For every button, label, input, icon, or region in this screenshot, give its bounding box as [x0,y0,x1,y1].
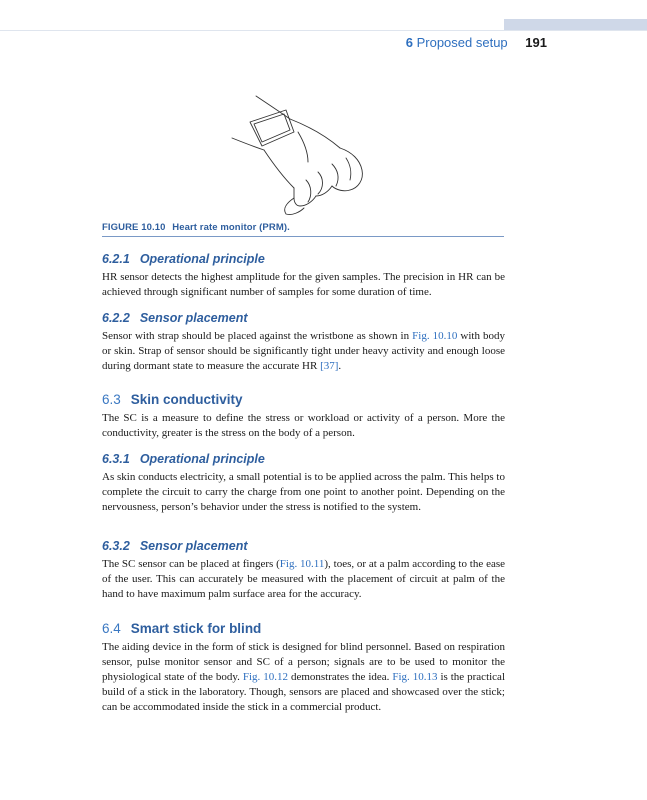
figure-ref-link[interactable]: Fig. 10.13 [392,671,438,683]
paragraph-text: The SC sensor can be placed at fingers ( [102,558,280,570]
figure-caption-text: Heart rate monitor (PRM). [172,222,290,233]
paragraph-text: demonstrates the idea. [287,671,393,683]
paragraph-text: The aiding device in the form of stick is designed for blind personnel. Based on respiration sensor, pulse monitor sensor and SC of a person; signals are to be used to monitor the physiological state of the body. [102,641,505,683]
paragraph-text: . [338,360,342,372]
paragraph [102,557,505,602]
subsection-number: 6.2.1 [102,252,130,266]
paragraph [102,640,505,715]
subsection-number: 6.3.2 [102,539,130,553]
figure-hr-monitor [228,92,378,217]
paragraph-text: is the practical build of a stick in the laboratory. Though, sensors are placed and showcased over the stick; can be accommodated inside the stick in a commercial product. [102,671,505,713]
subsection-title: Operational principle [139,252,265,266]
section-number: 6.3 [102,392,121,407]
section-6-3-2 [102,539,505,602]
section-6-2-2 [102,311,505,374]
paragraph-text: Sensor with strap should be placed against the wristbone as shown in [102,330,413,342]
section-heading [102,392,505,407]
subsection-title: Sensor placement [139,539,248,553]
paragraph-text: ), toes, or at a palm according to the ease of the user. This can accurately be measured with the placement of circuit at palm of the hand to have maximum palm surface area for the accuracy. [102,558,505,600]
subsection-number: 6.3.1 [102,452,130,466]
wrist-hr-monitor-illustration [228,92,378,217]
paragraph: As skin conducts electricity, a small potential is to be applied across the palm. This helps to complete the circuit to carry the charge from one point to another point. Depending on the nervousness, person’s behavior under the stress is notified to the system. [102,471,505,513]
figure-ref-link[interactable]: Fig. 10.11 [279,558,325,570]
section-6-3-1 [102,452,505,515]
figure-label: FIGURE 10.10 [102,222,166,233]
figure-ref-link[interactable]: Fig. 10.12 [242,671,288,683]
subsection-number: 6.2.2 [102,311,130,325]
section-6-4 [102,621,505,715]
figure-caption [102,222,290,233]
paragraph: The SC is a measure to define the stress or workload or activity of a person. More the conductivity, greater is the stress on the body of a person. [102,412,505,439]
section-6-3 [102,392,505,441]
citation-link[interactable]: [37] [320,360,339,372]
subsection-title: Sensor placement [139,311,248,325]
paragraph: HR sensor detects the highest amplitude for the given samples. The precision in HR can be achieved through significant number of samples for some duration of time. [102,271,505,298]
subsection-title: Operational principle [139,452,265,466]
chapter-number: 6 [405,35,413,50]
subsection-heading [102,452,505,466]
paragraph-text: with body or skin. Strap of sensor should be significantly tight under heavy activity and enough loose during dormant state to measure the accurate HR [102,330,505,372]
section-6-2-1 [102,252,505,300]
paragraph [102,329,505,374]
running-head [406,35,547,50]
section-number: 6.4 [102,621,121,636]
header-tab-bar [504,19,647,30]
caption-rule [102,236,504,237]
chapter-title: Proposed setup [416,35,508,50]
page-number: 191 [525,35,547,50]
figure-ref-link[interactable]: Fig. 10.10 [412,330,458,342]
header-rule [0,30,647,31]
section-heading [102,621,505,636]
subsection-heading [102,311,505,325]
section-title: Skin conductivity [130,392,243,407]
subsection-heading [102,252,505,266]
subsection-heading [102,539,505,553]
section-title: Smart stick for blind [130,621,262,636]
